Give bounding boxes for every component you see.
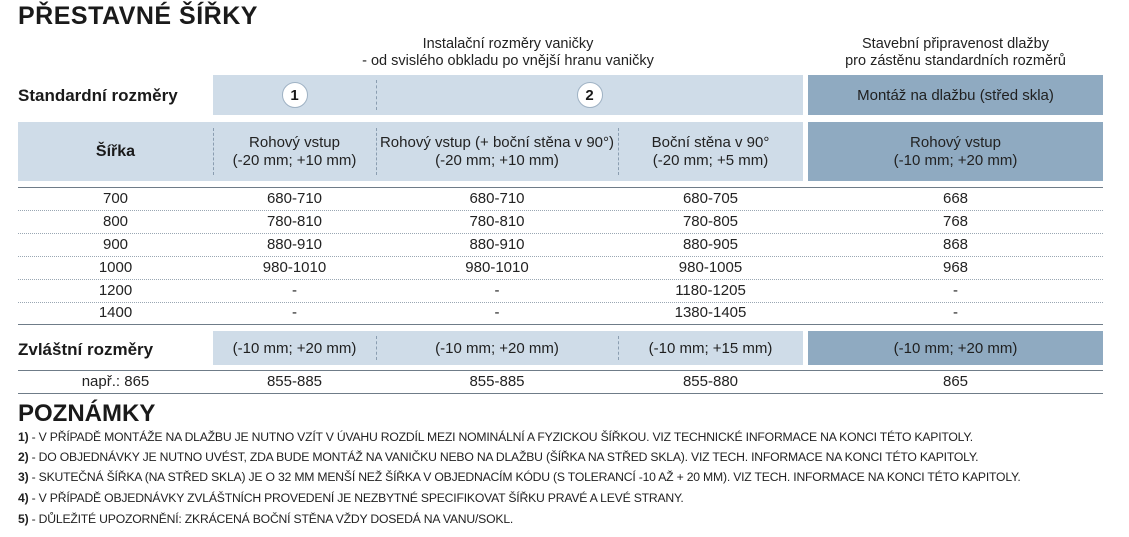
- corner-side-wall-cell: -: [494, 304, 500, 321]
- example-bottom-rule: [18, 393, 1103, 394]
- corner-entry-side-wall-header: [376, 122, 618, 181]
- note-number: 5): [18, 512, 29, 526]
- width-cell: 900: [102, 236, 129, 253]
- tile-corner-entry-header: [808, 122, 1103, 181]
- note-number: 1): [18, 430, 29, 444]
- example-row: [18, 370, 1103, 393]
- note-number: 3): [18, 470, 29, 484]
- circle-1-cell: [213, 75, 376, 115]
- note-item: [18, 430, 973, 444]
- example-side-wall-cell: 855-880: [682, 373, 739, 390]
- tile-mount-label: Montáž na dlažbu (střed skla): [808, 75, 1103, 115]
- corner-side-wall-cell: -: [494, 282, 500, 299]
- tile-value-cell: 768: [942, 213, 969, 230]
- standard-dimensions-label: Standardní rozměry: [18, 86, 178, 105]
- side-wall-cell: 1380-1405: [674, 304, 747, 321]
- notes-title: POZNÁMKY: [18, 400, 156, 427]
- width-cell: 700: [102, 190, 129, 207]
- note-item: [18, 512, 513, 526]
- circle-2-cell: [376, 75, 803, 115]
- corner-entry-side-wall-header-line2: (-20 mm; +10 mm): [435, 151, 559, 169]
- table-bottom-rule: [18, 324, 1103, 325]
- special-dimensions-label: Zvláštní rozměry: [18, 340, 154, 359]
- example-width-cell: např.: 865: [81, 373, 150, 390]
- page-title: PŘESTAVNÉ ŠÍŘKY: [18, 2, 258, 30]
- table-row: [18, 210, 1103, 233]
- number-badge-2: 2: [577, 82, 603, 108]
- corner-entry-cell: -: [292, 282, 297, 299]
- side-wall-header-line1: Boční stěna v 90°: [651, 133, 770, 151]
- note-text: - V PŘÍPADĚ OBJEDNÁVKY ZVLÁŠTNÍCH PROVEDENÍ JE NEZBYTNÉ SPECIFIKOVAT ŠÍŘKU PRAVÉ A LEVÉ STRANY.: [28, 491, 684, 505]
- example-tile-value-cell: 865: [942, 373, 969, 390]
- corner-entry-header-line1: Rohový vstup: [249, 133, 340, 151]
- side-wall-cell: 1180-1205: [675, 282, 746, 299]
- side-wall-cell: 880-905: [682, 236, 739, 253]
- side-wall-cell: 680-705: [682, 190, 739, 207]
- note-item: [18, 491, 684, 505]
- tile-corner-entry-header-line2: (-10 mm; +20 mm): [893, 151, 1018, 169]
- corner-entry-cell: 980-1010: [262, 259, 327, 276]
- example-corner-side-wall-cell: 855-885: [469, 373, 525, 390]
- corner-entry-header: [213, 122, 376, 181]
- tile-value-cell: -: [953, 282, 958, 299]
- side-wall-cell: 780-805: [682, 213, 739, 230]
- corner-entry-side-wall-header-line1: Rohový vstup (+ boční stěna v 90°): [379, 133, 615, 151]
- note-number: 4): [18, 491, 29, 505]
- special-corner-side-wall-tolerance: (-10 mm; +20 mm): [435, 339, 559, 357]
- tile-value-cell: 968: [942, 259, 969, 276]
- corner-side-wall-cell: 880-910: [469, 236, 525, 253]
- corner-side-wall-cell: 980-1010: [465, 259, 529, 276]
- note-item: [18, 450, 978, 464]
- table-row: [18, 233, 1103, 256]
- tile-value-cell: 668: [942, 190, 969, 207]
- corner-side-wall-cell: 680-710: [469, 190, 525, 207]
- group-heading-installation: [213, 36, 803, 70]
- table-row: [18, 301, 1103, 324]
- corner-side-wall-cell: 780-810: [469, 213, 525, 230]
- group-heading-installation-line2: - od svislého obkladu po vnější hranu vaničky: [362, 53, 654, 69]
- note-text: - DŮLEŽITÉ UPOZORNĚNÍ: ZKRÁCENÁ BOČNÍ STĚNA VŽDY DOSEDÁ NA VANU/SOKL.: [28, 512, 514, 526]
- width-cell: 1000: [98, 259, 133, 276]
- number-badge-1: 1: [282, 82, 308, 108]
- group-heading-tile-readiness: [808, 36, 1103, 70]
- special-side-wall-tolerance: (-10 mm; +15 mm): [648, 339, 773, 357]
- special-corner-entry-tolerance: (-10 mm; +20 mm): [232, 339, 357, 357]
- note-item: [18, 470, 1021, 484]
- width-cell: 1200: [98, 282, 133, 299]
- note-text: - SKUTEČNÁ ŠÍŘKA (NA STŘED SKLA) JE O 32 MM MENŠÍ NEŽ ŠÍŘKA V OBJEDNACÍM KÓDU (S TOLERANCÍ -10 AŽ + 20 MM). VIZ TECH. INFORMACE NA KONCI TÉTO KAPITOLY.: [28, 470, 1021, 484]
- group-heading-tile-readiness-line1: Stavební připravenost dlažby: [862, 36, 1049, 52]
- table-row: [18, 187, 1103, 210]
- corner-entry-cell: 780-810: [266, 213, 323, 230]
- width-column-header: Šířka: [95, 142, 136, 160]
- side-wall-header-line2: (-20 mm; +5 mm): [652, 151, 769, 169]
- note-text: - DO OBJEDNÁVKY JE NUTNO UVÉST, ZDA BUDE MONTÁŽ NA VANIČKU NEBO NA DLAŽBU (ŠÍŘKA NA STŘED SKLA). VIZ TECH. INFORMACE NA KONCI TÉTO KAPITOLY.: [28, 450, 979, 464]
- width-cell: 1400: [98, 304, 133, 321]
- note-text: - V PŘÍPADĚ MONTÁŽE NA DLAŽBU JE NUTNO VZÍT V ÚVAHU ROZDÍL MEZI NOMINÁLNÍ A FYZICKOU ŠÍŘKOU. VIZ TECHNICKÉ INFORMACE NA KONCI TÉTO KAPITOLY.: [28, 430, 973, 444]
- side-wall-cell: 980-1005: [678, 259, 743, 276]
- tile-value-cell: -: [953, 304, 958, 321]
- corner-entry-cell: 680-710: [266, 190, 323, 207]
- tile-corner-entry-header-line1: Rohový vstup: [910, 133, 1001, 151]
- tile-value-cell: 868: [942, 236, 969, 253]
- corner-entry-cell: 880-910: [266, 236, 323, 253]
- group-heading-installation-line1: Instalační rozměry vaničky: [422, 36, 594, 52]
- table-row: [18, 279, 1103, 302]
- width-cell: 800: [102, 213, 129, 230]
- side-wall-header: [618, 122, 803, 181]
- special-tile-tolerance: (-10 mm; +20 mm): [808, 331, 1103, 365]
- example-corner-entry-cell: 855-885: [266, 373, 323, 390]
- corner-entry-cell: -: [292, 304, 297, 321]
- table-row: [18, 256, 1103, 279]
- group-heading-tile-readiness-line2: pro zástěnu standardních rozměrů: [845, 53, 1066, 69]
- note-number: 2): [18, 450, 29, 464]
- corner-entry-header-line2: (-20 mm; +10 mm): [232, 151, 357, 169]
